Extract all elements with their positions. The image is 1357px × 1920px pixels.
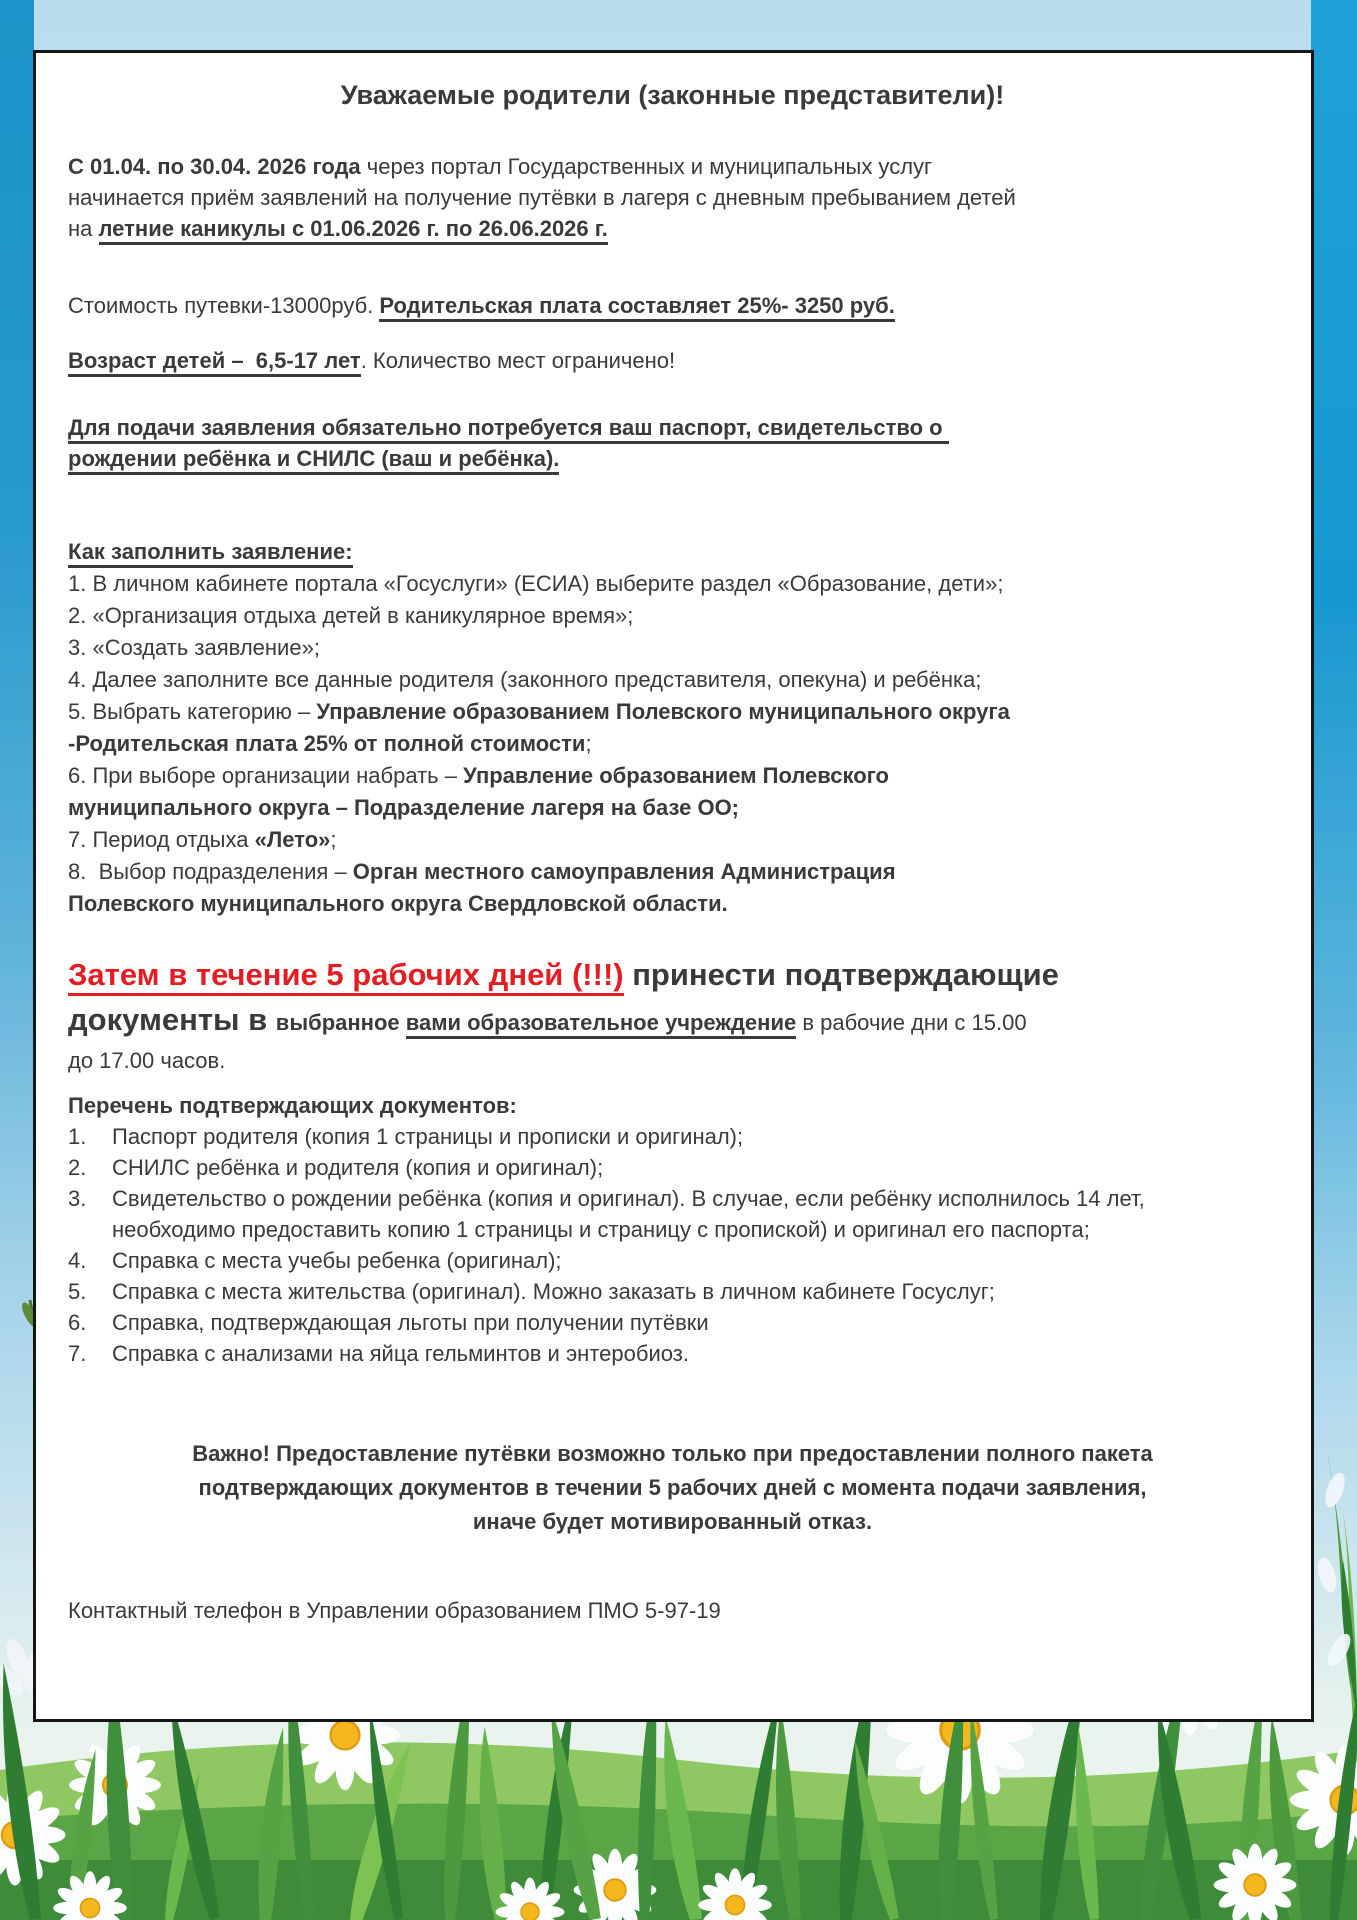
list-item: 2. «Организация отдыха детей в каникулярное время»; [68, 603, 634, 628]
intro-text: через портал Государственных и муниципальных услуг [360, 154, 933, 179]
deadline-big-text: принести подтверждающие [623, 957, 1059, 992]
item-text: 6. При выборе организации набрать – [68, 763, 464, 788]
list-item: 3. «Создать заявление»; [68, 635, 320, 660]
cost-text: Стоимость путевки-13000руб. [68, 293, 380, 318]
item-number: 3. [68, 1186, 87, 1211]
list-item: 4. Далее заполните все данные родителя (законного представителя, опекуна) и ребёнка; [68, 667, 982, 692]
item-number: 1. [68, 1124, 87, 1149]
item-text: 5. Выбрать категорию – [68, 699, 317, 724]
list-item [68, 1121, 1277, 1152]
list-item [68, 1183, 1277, 1245]
item-text: Справка, подтверждающая льготы при получении путёвки [112, 1310, 709, 1335]
intro-line-2: начинается приём заявлений на получение путёвки в лагеря с дневным пребыванием детей [68, 185, 1016, 210]
age-note: . Количество мест ограничено! [360, 348, 676, 373]
item-text: 8. Выбор подразделения – [68, 859, 353, 884]
list-item [68, 1307, 1277, 1338]
page-title: Уважаемые родители (законные представители)! [340, 80, 1005, 110]
documents-heading: Перечень подтверждающих документов: [68, 1093, 517, 1118]
item-text: 7. Период отдыха [68, 827, 255, 852]
list-item [68, 1152, 1277, 1183]
list-item [68, 1276, 1277, 1307]
item-text: Паспорт родителя (копия 1 страницы и прописки и оригинал); [112, 1124, 744, 1149]
item-text: Справка с анализами на яйца гельминтов и энтеробиоз. [112, 1341, 689, 1366]
item-bold: Управление образованием Полевского муниципального округа [316, 699, 1010, 724]
list-item [68, 1338, 1277, 1369]
intro-paragraph [68, 151, 1277, 244]
item-number: 2. [68, 1155, 87, 1180]
requirement-line-2: рождении ребёнка и СНИЛС (ваш и ребёнка). [68, 446, 559, 475]
contact-line: Контактный телефон в Управлении образованием ПМО 5-97-19 [68, 1598, 721, 1623]
list-item [68, 856, 1277, 888]
item-number: 5. [68, 1279, 87, 1304]
how-to-heading: Как заполнить заявление: [68, 539, 353, 568]
item-text: Свидетельство о рождении ребёнка (копия и оригинал). В случае, если ребёнку исполнилось 14 лет, необходимо предоставить копию 1 страницы и страницу с пропиской) и оригинал его паспорта; [112, 1186, 1151, 1242]
item-number: 7. [68, 1341, 87, 1366]
list-item [68, 824, 1277, 856]
deadline-institution: вами образовательное учреждение [406, 1010, 796, 1039]
list-item: 1. В личном кабинете портала «Госуслуги» (ЕСИА) выберите раздел «Образование, дети»; [68, 571, 1004, 596]
list-item-continuation [68, 728, 1277, 760]
item-bold: муниципального округа – Подразделение лагеря на базе ОО; [68, 795, 740, 820]
age-range: Возраст детей – 6,5-17 лет [68, 348, 361, 377]
item-text: ; [585, 731, 592, 756]
item-bold: Полевского муниципального округа Свердловской области. [68, 891, 728, 916]
documents-section [68, 1090, 1277, 1369]
list-item [68, 696, 1277, 728]
deadline-big-text-2: документы в [68, 1002, 276, 1037]
item-bold: Управление образованием Полевского [463, 763, 889, 788]
item-text: Справка с места жительства (оригинал). Можно заказать в личном кабинете Госуслуг; [112, 1279, 995, 1304]
item-number: 4. [68, 1248, 87, 1273]
age-line [68, 345, 1277, 376]
deadline-note [68, 952, 1277, 1076]
item-text: ; [330, 827, 337, 852]
requirement-line-1: Для подачи заявления обязательно потребуется ваш паспорт, свидетельство о [68, 415, 949, 444]
item-text: СНИЛС ребёнка и родителя (копия и оригинал); [112, 1155, 604, 1180]
cost-line [68, 290, 1277, 321]
intro-period: С 01.04. по 30.04. 2026 года [68, 154, 361, 179]
item-bold: -Родительская плата 25% от полной стоимости [68, 731, 586, 756]
list-item [68, 1245, 1277, 1276]
item-text: Справка с места учебы ребенка (оригинал); [112, 1248, 562, 1273]
important-note: Важно! Предоставление путёвки возможно только при предоставлении полного пакета подтверждающих документов в течении 5 рабочих дней с момента подачи заявления, иначе будет мотивированный отказ. [192, 1441, 1153, 1534]
item-bold: «Лето» [254, 827, 331, 852]
deadline-red-text: Затем в течение 5 рабочих дней (!!!) [68, 957, 624, 996]
list-item-continuation [68, 792, 1277, 824]
camp-dates: летние каникулы с 01.06.2026 г. по 26.06.2026 г. [99, 216, 608, 245]
requirement-paragraph [68, 412, 1277, 474]
item-number: 6. [68, 1310, 87, 1335]
deadline-bold: выбранное [275, 1010, 406, 1035]
list-item-continuation [68, 888, 1277, 920]
how-to-section [68, 536, 1277, 920]
item-bold: Орган местного самоуправления Администрация [352, 859, 896, 884]
intro-prefix: на [68, 216, 99, 241]
deadline-hours: в рабочие дни с 15.00 [796, 1010, 1027, 1035]
announcement-sheet [33, 50, 1314, 1722]
deadline-hours-2: до 17.00 часов. [68, 1048, 226, 1073]
list-item [68, 760, 1277, 792]
parent-fee: Родительская плата составляет 25%- 3250 руб. [379, 293, 894, 322]
